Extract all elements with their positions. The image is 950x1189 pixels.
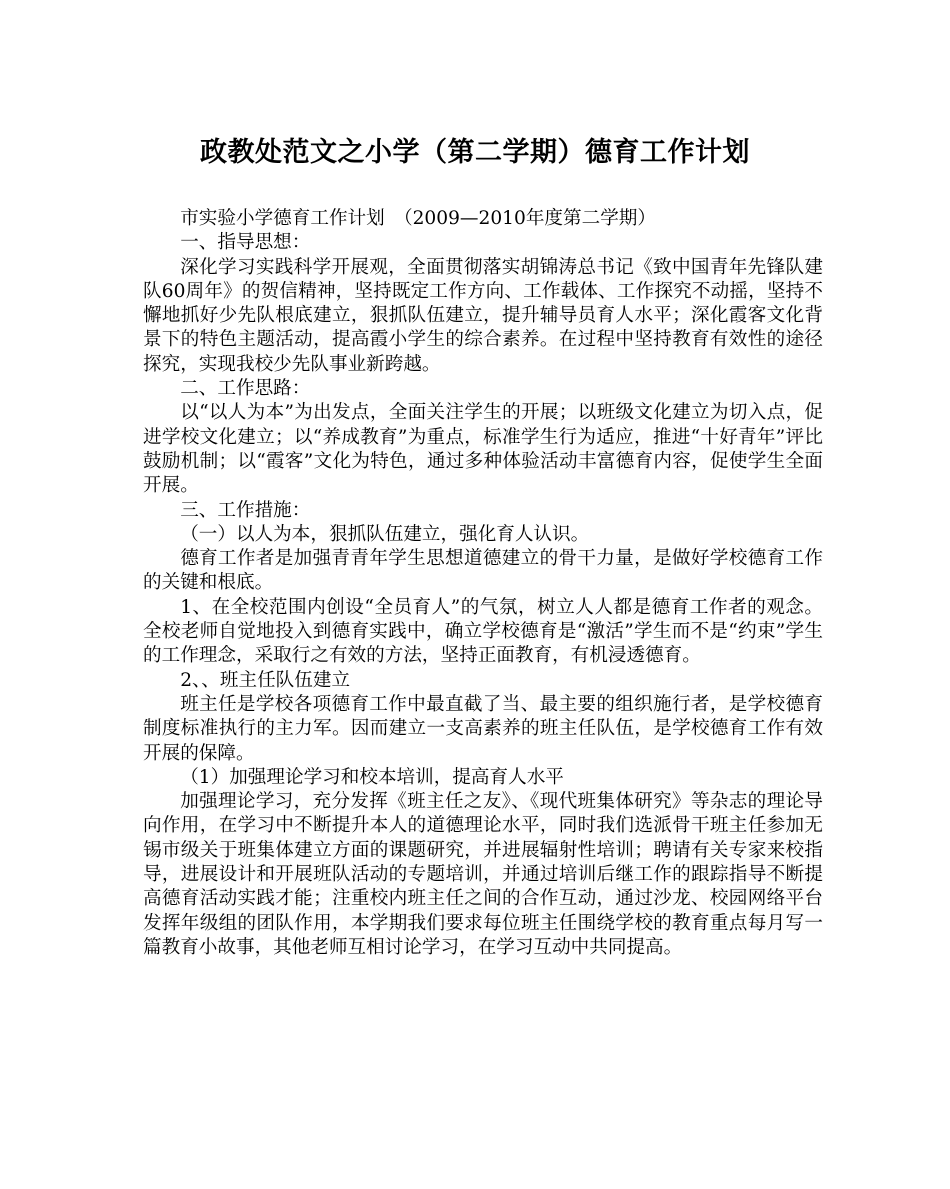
section-heading-work-approach: 二、工作思路： — [180, 378, 311, 400]
paragraph-guiding-thought: 深化学习实践科学开展观，全面贯彻落实胡锦涛总书记《致中国青年先锋队建队60周年》的贺信精神，坚持既定工作方向、工作载体、工作探究不动摇，坚持不懈地抓好少先队根底建立，狠抓队伍建立，提升辅导员育人水平；深化霞客文化背景下的特色主题活动，提高霞小学生的综合素养。在过程中坚持教育有效性的途径探究，实现我校少先队事业新跨越。 — [143, 256, 823, 375]
paragraph-head-teachers: 班主任是学校各项德育工作中最直截了当、最主要的组织施行者，是学校德育制度标准执行的主力军。因而建立一支高素养的班主任队伍，是学校德育工作有效开展的保障。 — [143, 693, 823, 764]
document-body — [143, 207, 823, 960]
subheading-measure-1: （一）以人为本，狠抓队伍建立，强化育人认识。 — [180, 523, 590, 545]
subheading-training: （1）加强理论学习和校本培训，提高育人水平 — [180, 766, 564, 788]
subheading-item-2: 2、、班主任队伍建立 — [180, 669, 351, 691]
paragraph-work-approach: 以“以人为本”为出发点，全面关注学生的开展；以班级文化建立为切入点，促进学校文化建立；以“养成教育”为重点，标准学生行为适应，推进“十好青年”评比鼓励机制；以“霞客”文化为特色，通过多种体验活动丰富德育内容，促使学生全面开展。 — [143, 402, 823, 497]
paragraph-training: 加强理论学习，充分发挥《班主任之友》、《现代班集体研究》等杂志的理论导向作用，在学习中不断提升本人的道德理论水平，同时我们选派骨干班主任参加无锡市级关于班集体建立方面的课题研究，并进展辐射性培训；聘请有关专家来校指导，进展设计和开展班队活动的专题培训，并通过培训后继工作的跟踪指导不断提高德育活动实践才能；注重校内班主任之间的合作互动，通过沙龙、校园网络平台发挥年级组的团队作用，本学期我们要求每位班主任围绕学校的教育重点每月写一篇教育小故事，其他老师互相讨论学习，在学习互动中共同提高。 — [143, 791, 823, 958]
paragraph-item-1: 1、在全校范围内创设“全员育人”的气氛，树立人人都是德育工作者的观念。全校老师自觉地投入到德育实践中，确立学校德育是“激活”学生而不是“约束”学生的工作理念，采取行之有效的方法，坚持正面教育，有机浸透德育。 — [143, 596, 823, 667]
section-heading-work-measures: 三、工作措施： — [180, 499, 311, 521]
section-heading-guiding-thought: 一、指导思想： — [180, 232, 311, 254]
document-title: 政教处范文之小学（第二学期）德育工作计划 — [200, 137, 750, 168]
paragraph-plan-heading: 市实验小学德育工作计划 （2009—2010年度第二学期） — [180, 208, 656, 229]
paragraph-moral-workers: 德育工作者是加强青青年学生思想道德建立的骨干力量，是做好学校德育工作的关键和根底。 — [143, 548, 823, 594]
